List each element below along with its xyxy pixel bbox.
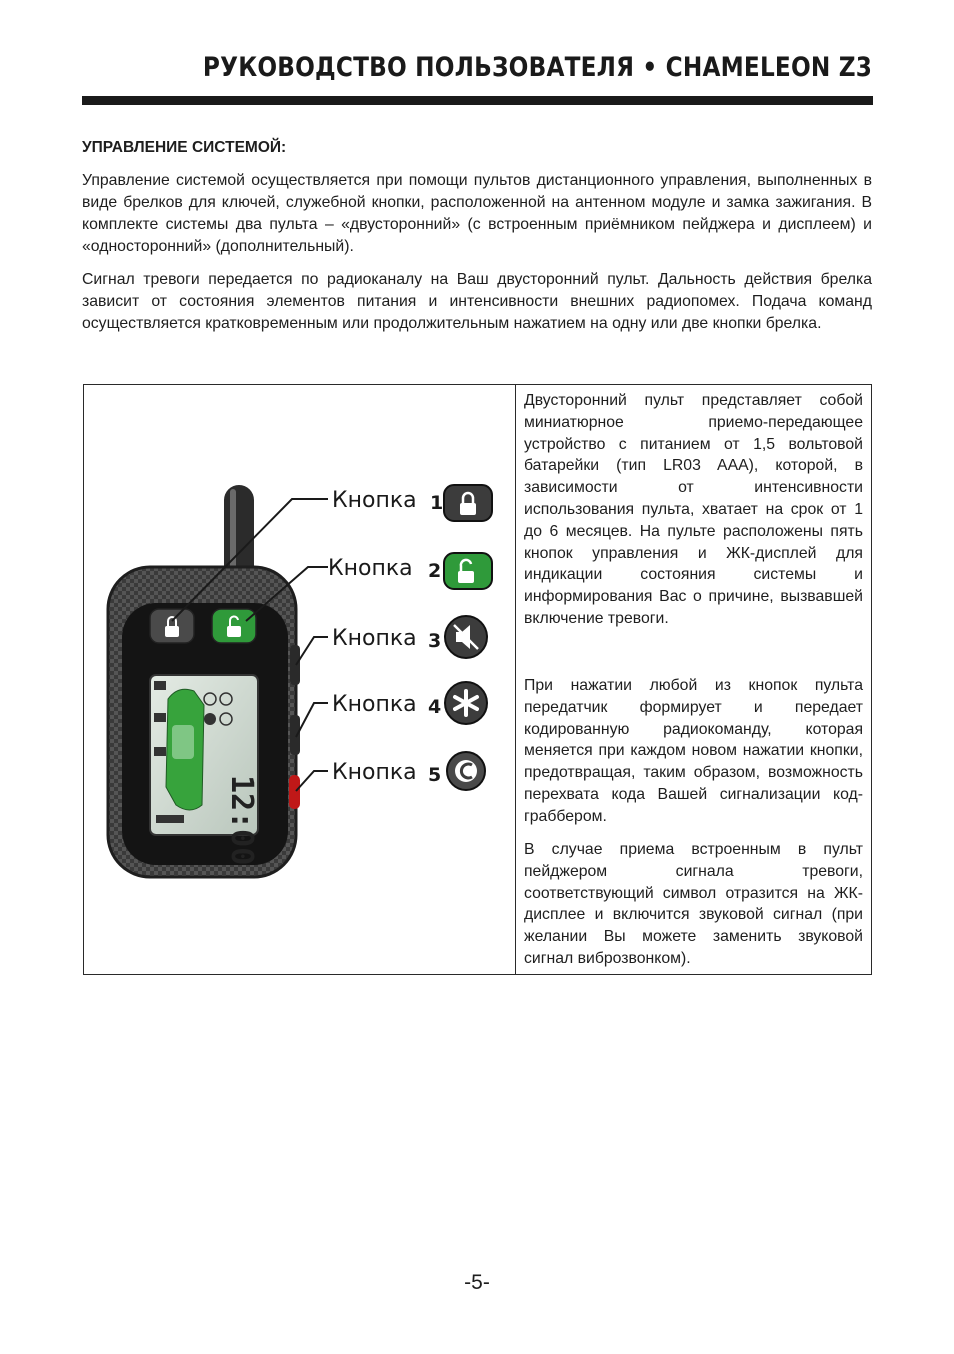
side-paragraph-3: В случае приема встроенным в пульт пейджером сигнала тревоги, соответствующий символ отразится на ЖК-дисплее и включится звуковой сигнал (при желании Вы можете заменить звуковой сигнал виброзвонком). [524, 841, 863, 967]
svg-text:3: 3 [428, 630, 442, 652]
asterisk-icon [445, 682, 487, 724]
svg-text:5: 5 [428, 764, 442, 786]
speaker-mute-icon [445, 616, 487, 658]
svg-text:2: 2 [428, 560, 442, 582]
column-divider [515, 385, 516, 974]
side-paragraph-2: При нажатии любой из кнопок пульта передатчик формирует и передает кодированную радиокоманду, которая меняется при каждом новом нажатии кнопки, предотвращая, таким образом, возможность перехвата кода Вашей сигнализации код-граббером. [524, 677, 863, 825]
button-label-3 [332, 616, 487, 658]
lcd-clock: 12:00 [224, 775, 259, 866]
svg-text:4: 4 [428, 696, 442, 718]
side-paragraph-1: Двусторонний пульт представляет собой миниатюрное приемо-передающее устройство с питанием от 1,5 вольтовой батарейки (тип LR03 AAA), которой, в зависимости от интенсивности использования пульта, хватает на срок от 1 до 6 месяцев. На пульте расположены пять кнопок управления и ЖК-дисплей для индикации состояния системы и информирования Вас о причине, вызвавшей включение тревоги. [524, 392, 863, 627]
section-heading: УПРАВЛЕНИЕ СИСТЕМОЙ: [82, 139, 287, 156]
intro-paragraph-1: Управление системой осуществляется при помощи пультов дистанционного управления, выполненных в виде брелков для ключей, служебной кнопки, расположенной на антенном модуле и замка зажигания. В комплекте системы два пульта – «двусторонний» (с встроенным приёмником пейджера и дисплеем) и «односторонний» (дополнительный). [82, 172, 872, 255]
svg-text:1: 1 [430, 492, 444, 514]
svg-text:Кнопка: Кнопка [328, 556, 413, 581]
svg-text:Кнопка: Кнопка [332, 488, 417, 513]
page-number: -5- [464, 1271, 490, 1294]
button-label-4 [332, 682, 487, 724]
button-label-5 [332, 752, 485, 790]
page-title: РУКОВОДСТВО ПОЛЬЗОВАТЕЛЯ • CHAMELEON Z3 [202, 52, 872, 83]
remote-figure [102, 475, 502, 895]
remote-button-1 [150, 609, 194, 643]
unlock-icon [444, 553, 492, 589]
intro-paragraph-2: Сигнал тревоги передается по радиоканалу на Ваш двусторонний пульт. Дальность действия брелка зависит от состояния элементов питания и интенсивности внешних радиопомех. Подача команд осуществляется кратковременным или продолжительным нажатием на одну или две кнопки брелка. [82, 271, 872, 332]
svg-text:Кнопка: Кнопка [332, 692, 417, 717]
button-label-1 [332, 485, 492, 521]
header-rule [82, 96, 873, 105]
remote-button-2 [212, 609, 256, 643]
svg-text:Кнопка: Кнопка [332, 760, 417, 785]
button-label-2 [328, 553, 492, 589]
c-icon [447, 752, 485, 790]
svg-text:Кнопка: Кнопка [332, 626, 417, 651]
lock-icon [444, 485, 492, 521]
remote-description-box [83, 384, 872, 975]
